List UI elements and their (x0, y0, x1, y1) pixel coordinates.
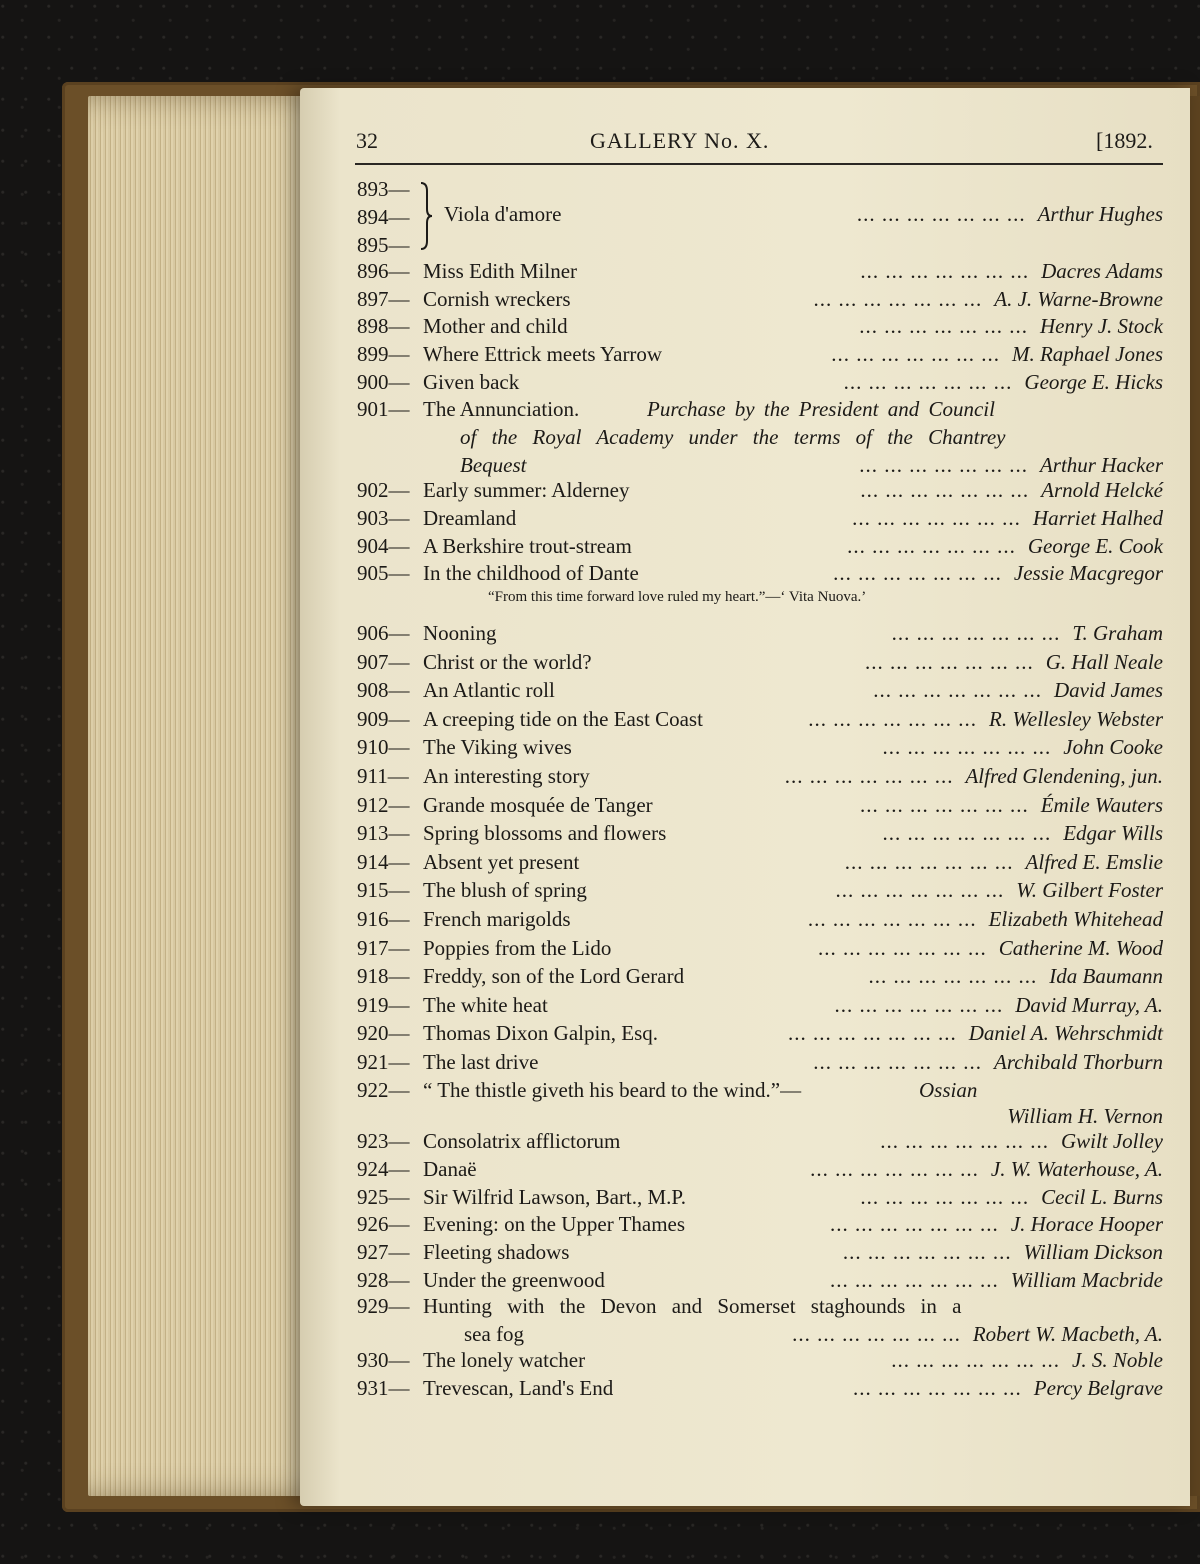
entry-title: French marigolds (423, 907, 571, 931)
entry-artist: Archibald Thorburn (994, 1050, 1163, 1074)
catalogue-entry (357, 819, 1163, 847)
leader-dots: ... ... ... ... ... ... ... (856, 202, 1026, 226)
leader-dots: ... ... ... ... ... ... ... (882, 821, 1052, 846)
entry-title: Where Ettrick meets Yarrow (423, 342, 663, 367)
catalogue-entry-929 (357, 1292, 1163, 1320)
entry-title: Sir Wilfrid Lawson, Bart., M.P. (423, 1184, 687, 1209)
entry-title: Spring blossoms and flowers (423, 821, 667, 846)
catalogue-entry (357, 1346, 1163, 1374)
catalogue-entry (357, 1210, 1163, 1238)
leader-dots: ... ... ... ... ... ... ... (860, 1184, 1030, 1209)
catalogue-entry (357, 905, 1163, 933)
catalogue-entry (357, 991, 1163, 1019)
entry-artist: Cecil L. Burns (1041, 1184, 1163, 1209)
entry-artist: G. Hall Neale (1045, 649, 1163, 674)
entry-title: The last drive (423, 1050, 539, 1074)
entry-title: A creeping tide on the East Coast (423, 706, 703, 731)
entry-title: The Annunciation. (423, 397, 580, 421)
catalogue-entry (357, 532, 1163, 560)
entry-title: Danaë (423, 1156, 477, 1181)
leader-dots: ... ... ... ... ... ... ... (835, 878, 1005, 903)
entry-artist: Gwilt Jolley (1060, 1129, 1163, 1153)
catalogue-entry (357, 848, 1163, 876)
leader-dots: ... ... ... ... ... ... ... (831, 342, 1000, 367)
leader-dots: ... ... ... ... ... ... ... (813, 1050, 983, 1074)
entry-artist: J. S. Noble (1072, 1348, 1163, 1372)
entry-title: Freddy, son of the Lord Gerard (423, 964, 685, 989)
entry-artist: Percy Belgrave (1033, 1375, 1163, 1400)
entry-artist: W. Gilbert Foster (1016, 878, 1163, 903)
entry-title: Mother and child (423, 314, 568, 339)
entry-title: The white heat (423, 992, 548, 1017)
leader-dots: ... ... ... ... ... ... ... (817, 935, 987, 960)
catalogue-entry (357, 257, 1163, 285)
entry-artist: David James (1053, 678, 1163, 703)
entry-901-line-2: of the Royal Academy under the terms of the Chantrey (460, 425, 1006, 449)
entry-artist: William H. Vernon (1007, 1104, 1163, 1128)
leader-dots: ... ... ... ... ... ... ... (807, 907, 977, 931)
entry-artist: David Murray, A. (1015, 992, 1163, 1017)
leader-dots: ... ... ... ... ... ... ... (860, 259, 1030, 283)
entry-number: 927— (357, 1240, 410, 1265)
catalogue-entry (357, 476, 1163, 504)
entry-artist: M. Raphael Jones (1011, 342, 1163, 367)
entry-number: 922— (357, 1078, 410, 1102)
entry-artist: Jessie Macgregor (1013, 561, 1163, 586)
entry-number: 930— (357, 1348, 410, 1372)
entry-title: Consolatrix afflictorum (423, 1129, 621, 1153)
entry-artist: Arthur Hughes (1037, 202, 1163, 226)
entry-artist: R. Wellesley Webster (989, 706, 1163, 731)
entry-title: Cornish wreckers (423, 286, 571, 311)
entry-number: 931— (357, 1375, 410, 1400)
entry-number: 917— (357, 935, 410, 960)
entry-number: 923— (357, 1129, 410, 1153)
catalogue-entry (357, 1127, 1163, 1155)
entry-number: 911— (357, 764, 409, 788)
entry-title: An Atlantic roll (423, 678, 555, 703)
entry-title: “ The thistle giveth his beard to the wind.”— (423, 1078, 802, 1102)
entry-number: 908— (357, 678, 410, 703)
entry-number: 897— (357, 286, 410, 311)
catalogue-entry-894 (357, 200, 1163, 228)
leader-dots: ... ... ... ... ... ... ... (880, 1129, 1049, 1153)
entry-title: Christ or the world? (423, 649, 592, 674)
catalogue-entry (357, 705, 1163, 733)
entry-number: 906— (357, 621, 410, 645)
entry-artist: Robert W. Macbeth, A. (972, 1322, 1163, 1346)
catalogue-entry (357, 285, 1163, 313)
entry-title: Nooning (423, 621, 497, 645)
entry-number: 903— (357, 505, 410, 530)
catalogue-entry (357, 1183, 1163, 1211)
entry-source: Ossian (919, 1078, 978, 1102)
entry-artist: George E. Hicks (1024, 369, 1163, 394)
entry-number: 924— (357, 1156, 410, 1181)
entry-title: Viola d'amore (444, 202, 562, 226)
leader-dots: ... ... ... ... ... ... ... (792, 1322, 961, 1346)
catalogue-entry (357, 1019, 1163, 1047)
entry-purchase-note: Purchase by the President and Council (647, 397, 995, 421)
entry-number: 902— (357, 478, 410, 502)
entry-artist: Harriet Halhed (1032, 505, 1163, 530)
entry-title: Thomas Dixon Galpin, Esq. (423, 1021, 659, 1046)
leader-dots: ... ... ... ... ... ... ... (844, 849, 1014, 874)
catalogue-entry (357, 876, 1163, 904)
catalogue-entry (357, 368, 1163, 396)
leader-dots: ... ... ... ... ... ... ... (859, 792, 1029, 817)
leader-dots: ... ... ... ... ... ... ... (860, 478, 1030, 502)
entry-number: 913— (357, 821, 410, 846)
catalogue-entry (357, 312, 1163, 340)
entry-title: Under the greenwood (423, 1268, 605, 1292)
catalogue-entry (357, 962, 1163, 990)
entry-title: An interesting story (423, 764, 590, 788)
entry-number-893: 893— (357, 177, 410, 201)
catalogue-entry (357, 934, 1163, 962)
entry-artist: Ida Baumann (1049, 964, 1163, 989)
entry-number: 929— (357, 1294, 410, 1318)
leader-dots: ... ... ... ... ... ... ... (842, 1240, 1012, 1265)
entry-number: 899— (357, 342, 410, 367)
entry-title-end: sea fog (464, 1322, 525, 1346)
entry-number: 904— (357, 533, 410, 558)
entry-title: The blush of spring (423, 878, 587, 903)
leader-dots: ... ... ... ... ... ... ... (788, 1021, 957, 1046)
entry-title: Poppies from the Lido (423, 935, 612, 960)
entry-title: The lonely watcher (423, 1348, 586, 1372)
catalogue-entry (357, 559, 1163, 587)
entry-title: Grande mosquée de Tanger (423, 792, 653, 817)
entry-number-895: 895— (357, 233, 410, 257)
entry-artist: Dacres Adams (1041, 259, 1163, 283)
entry-number: 920— (357, 1021, 410, 1046)
entry-title: Absent yet present (423, 849, 580, 874)
leader-dots: ... ... ... ... ... ... ... (852, 505, 1021, 530)
catalogue-entry (357, 1238, 1163, 1266)
entry-artist: Daniel A. Wehrschmidt (968, 1021, 1163, 1046)
catalogue-entry (357, 1374, 1163, 1402)
entry-number: 914— (357, 849, 410, 874)
entry-artist: Arthur Hacker (1039, 453, 1163, 477)
leader-dots: ... ... ... ... ... ... ... (784, 764, 954, 788)
catalogue-entry-901-end (357, 451, 1163, 479)
catalogue-entry (357, 340, 1163, 368)
entry-title: Hunting with the Devon and Somerset staghounds in a (423, 1294, 962, 1318)
catalogue-entry-901 (357, 395, 1163, 423)
entry-number: 926— (357, 1212, 410, 1237)
entry-number: 898— (357, 314, 410, 339)
leader-dots: ... ... ... ... ... ... ... (834, 992, 1004, 1017)
leader-dots: ... ... ... ... ... ... ... (830, 1268, 999, 1292)
entry-artist: J. W. Waterhouse, A. (990, 1156, 1163, 1181)
entry-artist: John Cooke (1063, 735, 1163, 760)
leader-dots: ... ... ... ... ... ... ... (810, 1156, 979, 1181)
entry-number: 928— (357, 1268, 410, 1292)
entry-number: 919— (357, 992, 410, 1017)
leader-dots: ... ... ... ... ... ... ... (843, 369, 1013, 394)
entry-artist: Émile Wauters (1040, 792, 1163, 817)
entry-artist: A. J. Warne-Browne (994, 286, 1163, 311)
entry-artist: William Macbride (1010, 1268, 1163, 1292)
entry-number: 910— (357, 735, 410, 760)
entry-artist: Henry J. Stock (1039, 314, 1163, 339)
entry-artist: Arnold Helcké (1041, 478, 1163, 502)
entry-artist: George E. Cook (1027, 533, 1163, 558)
entry-artist: Catherine M. Wood (998, 935, 1163, 960)
leader-dots: ... ... ... ... ... ... ... (853, 1375, 1022, 1400)
page-year: [1892. (1096, 128, 1153, 153)
entry-title: Given back (423, 369, 520, 394)
entry-artist: Edgar Wills (1063, 821, 1163, 846)
leader-dots: ... ... ... ... ... ... ... (882, 735, 1052, 760)
entry-905-quotation: “From this time forward love ruled my heart.”—‘ Vita Nuova.’ (488, 589, 867, 605)
catalogue-entry (357, 648, 1163, 676)
leader-dots: ... ... ... ... ... ... ... (830, 1212, 999, 1237)
entry-number: 905— (357, 561, 410, 586)
entry-number: 896— (357, 259, 410, 283)
entry-title-end: Bequest (460, 453, 527, 477)
leader-dots: ... ... ... ... ... ... ... (859, 453, 1028, 477)
entry-title: Early summer: Alderney (423, 478, 630, 502)
entry-number: 901— (357, 397, 410, 421)
entry-artist: Alfred E. Emslie (1025, 849, 1163, 874)
catalogue-entry (357, 1048, 1163, 1076)
entry-number: 916— (357, 907, 410, 931)
leader-dots: ... ... ... ... ... ... ... (808, 706, 977, 731)
entry-number-894: 894— (357, 205, 410, 229)
entry-number: 918— (357, 964, 410, 989)
entry-artist: J. Horace Hooper (1010, 1212, 1163, 1237)
leader-dots: ... ... ... ... ... ... ... (813, 286, 983, 311)
catalogue-entry-922-artist (357, 1102, 1163, 1130)
page-number: 32 (356, 128, 378, 153)
entry-artist: T. Graham (1072, 621, 1163, 645)
leader-dots: ... ... ... ... ... ... ... (847, 533, 1016, 558)
catalogue-entry (357, 619, 1163, 647)
entry-number: 907— (357, 649, 410, 674)
leader-dots: ... ... ... ... ... ... ... (859, 314, 1028, 339)
catalogue-entry (357, 676, 1163, 704)
entry-artist: Alfred Glendening, jun. (965, 764, 1163, 788)
entry-number: 925— (357, 1184, 410, 1209)
catalogue-entry (357, 791, 1163, 819)
entry-title: The Viking wives (423, 735, 572, 760)
entry-number: 912— (357, 792, 410, 817)
leader-dots: ... ... ... ... ... ... ... (868, 964, 1038, 989)
entry-number: 909— (357, 706, 410, 731)
entry-title: Trevescan, Land's End (423, 1375, 614, 1400)
leader-dots: ... ... ... ... ... ... ... (873, 678, 1042, 703)
leader-dots: ... ... ... ... ... ... ... (891, 1348, 1061, 1372)
header-rule (355, 163, 1163, 165)
catalogue-entry-929-end (357, 1320, 1163, 1348)
leader-dots: ... ... ... ... ... ... ... (865, 649, 1034, 674)
entry-artist: William Dickson (1023, 1240, 1163, 1265)
catalogue-entry (357, 504, 1163, 532)
entry-number: 921— (357, 1050, 410, 1074)
entry-title: In the childhood of Dante (423, 561, 639, 586)
entry-number: 900— (357, 369, 410, 394)
entry-artist: Elizabeth Whitehead (988, 907, 1163, 931)
catalogue-entry (357, 762, 1163, 790)
catalogue-entry (357, 1266, 1163, 1294)
entry-title: Fleeting shadows (423, 1240, 570, 1265)
catalogue-entry (357, 1155, 1163, 1183)
entry-title: Evening: on the Upper Thames (423, 1212, 686, 1237)
entry-title: Miss Edith Milner (423, 259, 578, 283)
leader-dots: ... ... ... ... ... ... ... (833, 561, 1002, 586)
leader-dots: ... ... ... ... ... ... ... (891, 621, 1061, 645)
catalogue-entry-922 (357, 1076, 1163, 1104)
entry-title: Dreamland (423, 505, 517, 530)
entry-title: A Berkshire trout-stream (423, 533, 632, 558)
page-title: GALLERY No. X. (590, 128, 770, 153)
catalogue-entry (357, 733, 1163, 761)
entry-number: 915— (357, 878, 410, 903)
